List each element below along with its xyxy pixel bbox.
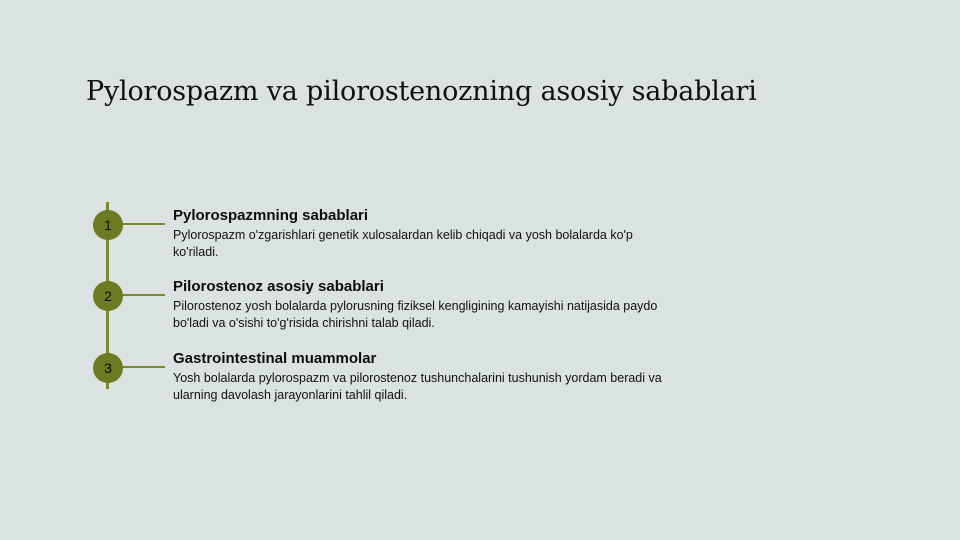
- timeline-marker: 2: [93, 281, 123, 311]
- timeline-item-text: Pylorospazm o'zgarishlari genetik xulosalardan kelib chiqadi va yosh bolalarda ko'p ko'riladi.: [173, 228, 633, 259]
- timeline-item-text: Pilorostenoz yosh bolalarda pylorusning fiziksel kengligining kamayishi natijasida paydo bo'ladi va o'sishi to'g'risida chirishni talab qiladi.: [173, 299, 658, 330]
- slide-title: Pylorospazm va pilorostenozning asosiy sabablari: [86, 76, 757, 107]
- timeline-item-heading: Pylorospazmning sabablari: [173, 207, 369, 224]
- timeline-item: [173, 278, 673, 332]
- timeline-item: [173, 207, 673, 261]
- timeline-marker: 1: [93, 210, 123, 240]
- timeline-marker: 3: [93, 353, 123, 383]
- timeline-item-heading: Pilorostenoz asosiy sabablari: [173, 278, 384, 295]
- timeline-item-text: Yosh bolalarda pylorospazm va pilorostenoz tushunchalarini tushunish yordam beradi va ularning davolash jarayonlarini tahlil qiladi.: [173, 371, 662, 402]
- timeline-item: [173, 350, 673, 404]
- timeline-item-heading: Gastrointestinal muammolar: [173, 350, 377, 367]
